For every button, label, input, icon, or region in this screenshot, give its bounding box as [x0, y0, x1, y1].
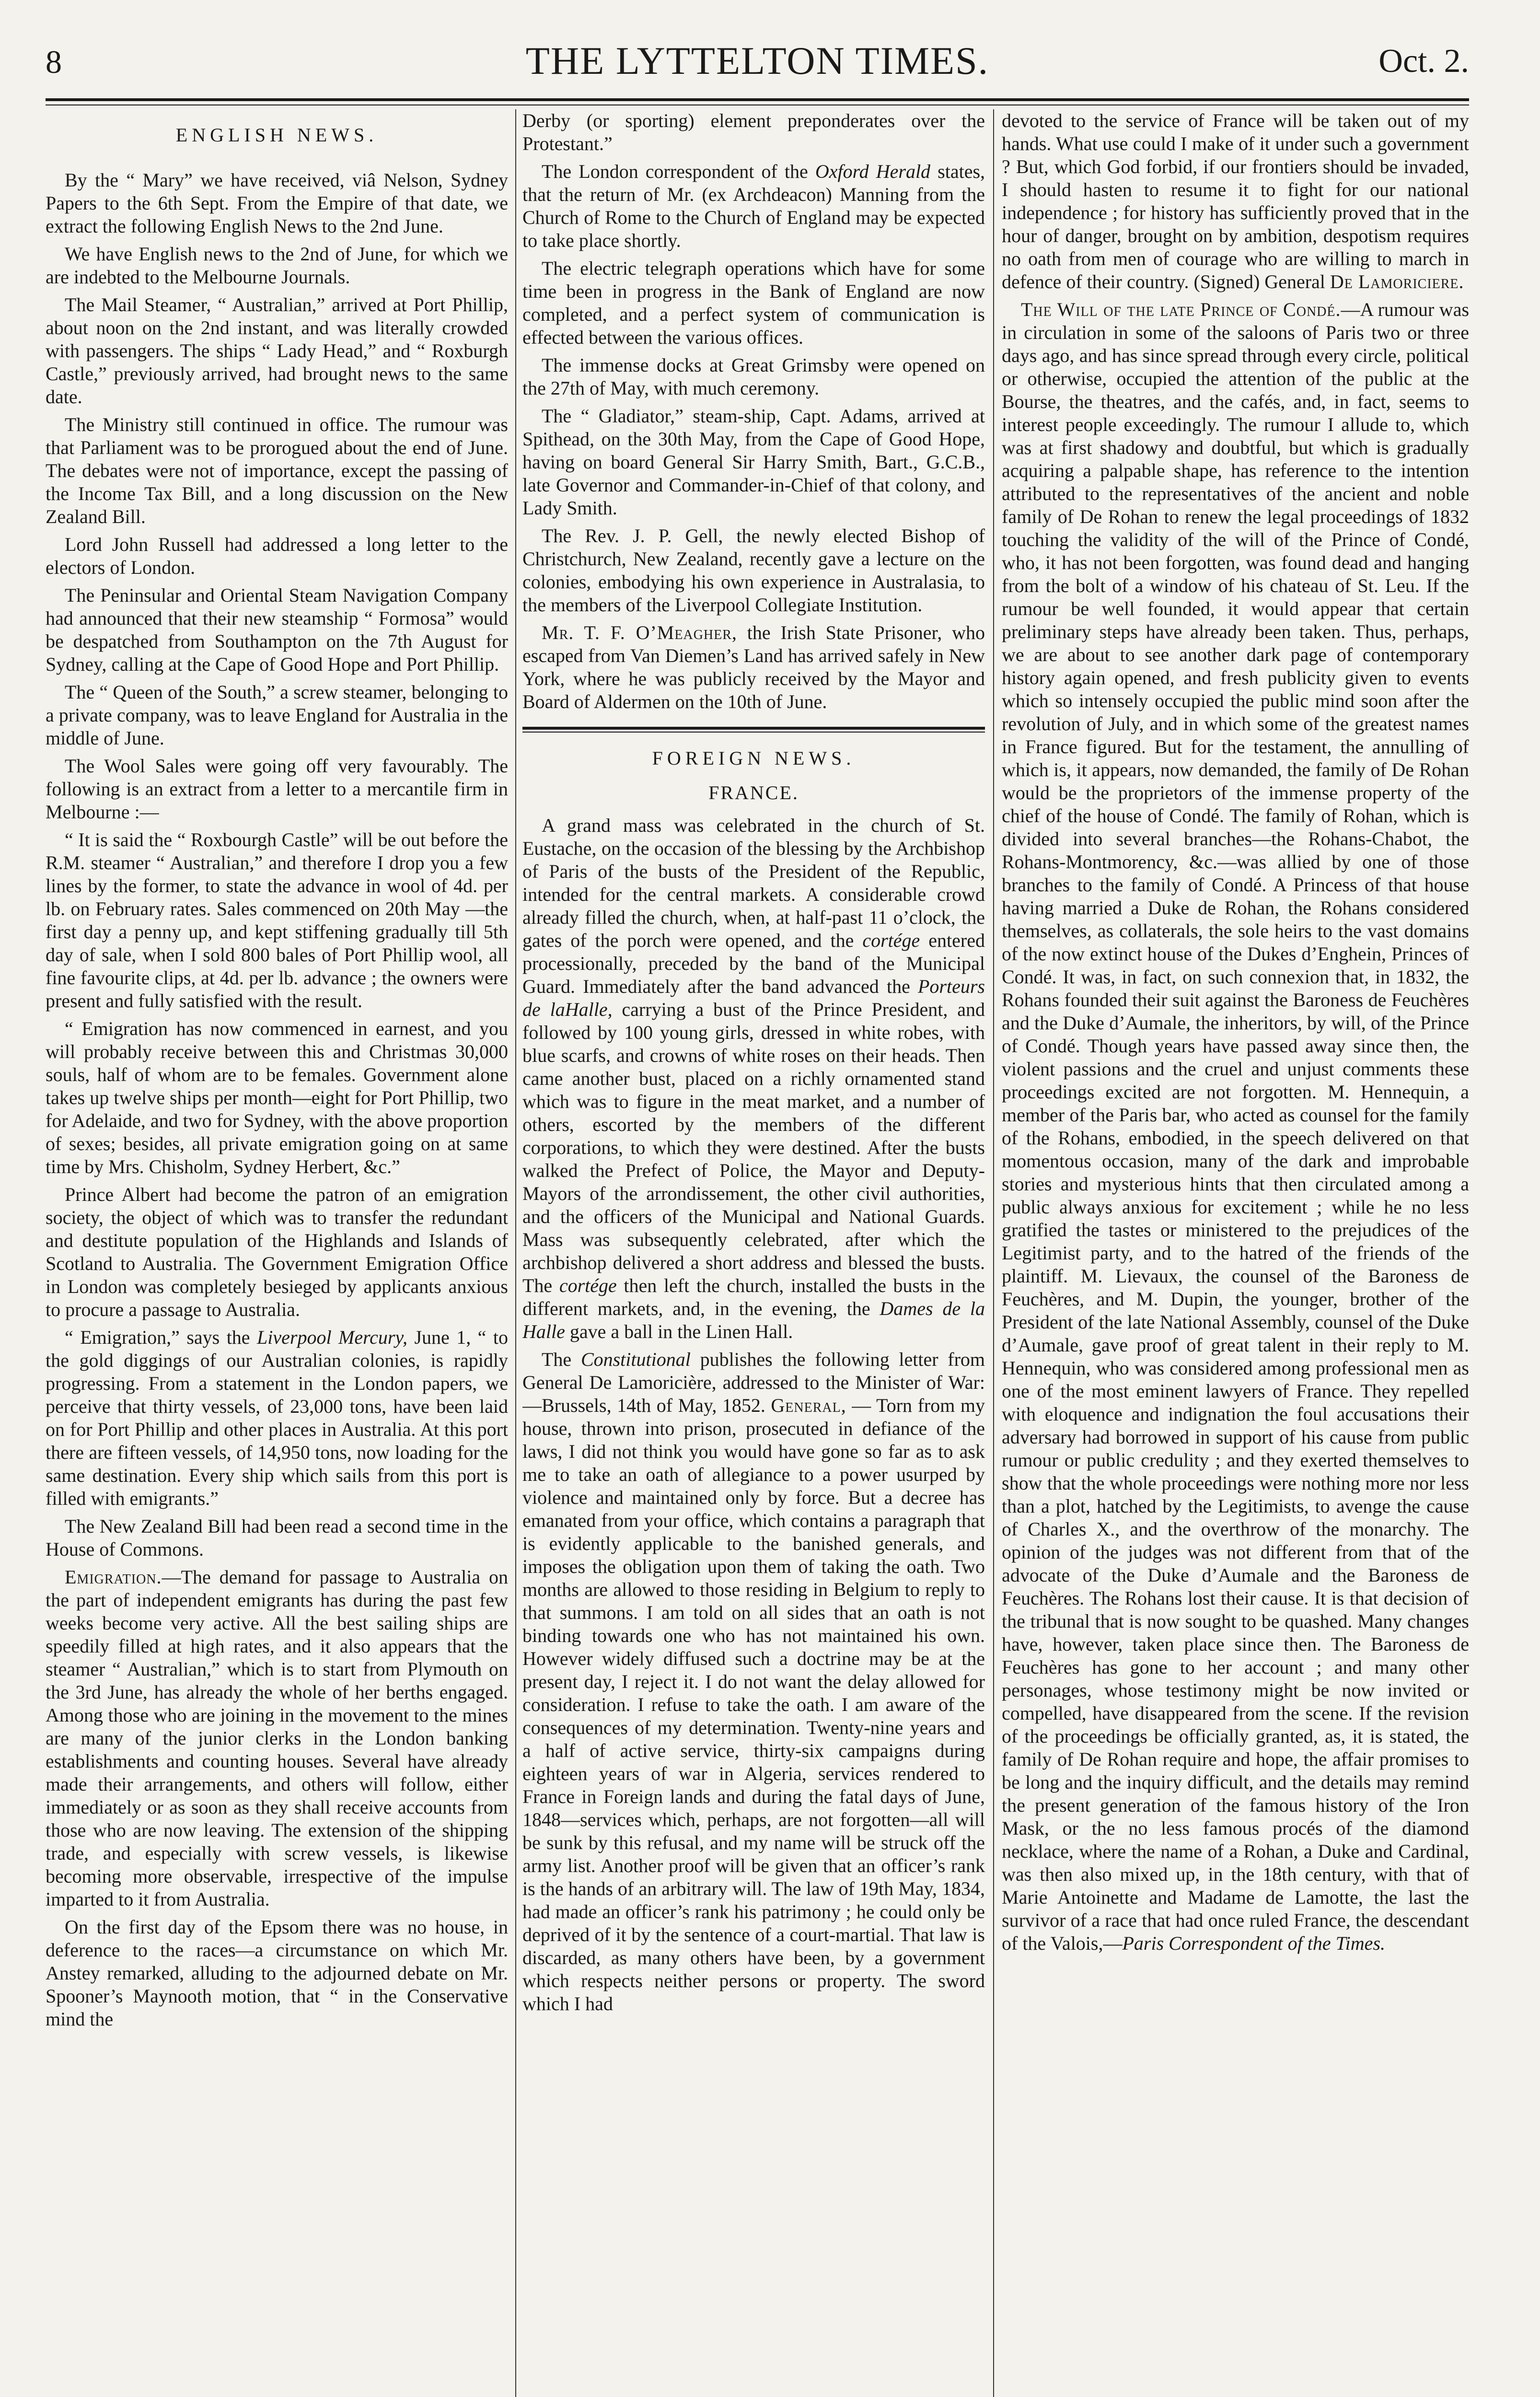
- article-paragraph: [1002, 298, 1469, 1955]
- section-rule-thick: [522, 727, 985, 730]
- article-paragraph: The “ Gladiator,” steam-ship, Capt. Adams, arrived at Spithead, on the 30th May, from the Cape of Good Hope, having on board General Sir Harry Smith, Bart., G.C.B., late Governor and Commander-in-Chief of that colony, and Lady Smith.: [522, 405, 985, 519]
- article-paragraph: By the “ Mary” we have received, viâ Nelson, Sydney Papers to the 6th Sept. From the Empire of that date, we extract the following English News to the 2nd June.: [46, 169, 508, 237]
- publication-name: Oxford Herald: [815, 161, 931, 182]
- text-run: devoted to the service of France will be taken out of my hands. What use could I make of it under such a government ? But, which God forbid, if our frontiers should be invaded, I should hasten to resume it to fight for our national independence ; for history has sufficiently proved that in the hour of danger, brought on by ambition, despotism requires no oath from men of courage who are willing to march in defence of their country. (Signed) General: [1002, 110, 1469, 292]
- text-run: The: [542, 1349, 581, 1370]
- article-paragraph: [522, 1348, 985, 2015]
- article-paragraph: [522, 814, 985, 1343]
- emphasis: Dames de la Halle: [522, 1298, 985, 1342]
- emphasis: Porteurs de laHalle,: [522, 976, 985, 1020]
- column-divider: [993, 109, 994, 2397]
- text-run: gave a ball in the Linen Hall.: [565, 1321, 793, 1342]
- article-paragraph: Lord John Russell had addressed a long letter to the electors of London.: [46, 534, 508, 578]
- article-paragraph: We have English news to the 2nd of June, for which we are indebted to the Melbourne Journals.: [46, 243, 508, 288]
- text-run: June 1, “ to the gold diggings of our Australian colonies, is rapidly progressing. From a statement in the London papers, we perceive that thirty vessels, of 23,000 tons, have been laid on for Port Phillip and other places in Australia. At this port there are fifteen vessels, of 14,950 tons, now loading for the same destination. Every ship which sails from this port is filled with emigrants.”: [46, 1326, 508, 1509]
- text-run: then left the church, installed the busts in the different markets, and, in the evening, the: [522, 1275, 985, 1319]
- paragraph-lead: General,: [771, 1395, 846, 1416]
- masthead: [46, 34, 1469, 91]
- article-paragraph: The electric telegraph operations which have for some time been in progress in the Bank of England are now completed, and a perfect system of communication is effected between the various offices.: [522, 257, 985, 348]
- section-rule-thin: [522, 732, 985, 733]
- text-run: publishes the following letter from General De Lamoricière, addressed to the Minister of War:—Brussels, 14th of May, 1852.: [522, 1349, 985, 1416]
- paragraph-lead: Mr. T. F. O’Meagher,: [542, 622, 737, 643]
- publication-name: Liverpool Mercury,: [257, 1326, 408, 1348]
- column-1: [46, 109, 508, 2397]
- page-number: 8: [46, 44, 62, 80]
- article-paragraph: “ Emigration has now commenced in earnest, and you will probably receive between this and Christmas 30,000 souls, half of whom are to be females. Government alone takes up twelve ships per month—eight for Port Phillip, two for Adelaide, and two for Sydney, with the above proportion of sexes; besides, all private emigration going on at same time by Mrs. Chisholm, Sydney Herbert, &c.”: [46, 1018, 508, 1177]
- article-paragraph: The Rev. J. P. Gell, the newly elected Bishop of Christchurch, New Zealand, recently gave a lecture on the colonies, embodying his own experience in Australasia, to the members of the Liverpool Collegiate Institution.: [522, 525, 985, 616]
- text-run: —A rumour was in circulation in some of the saloons of Paris two or three days ago, and has since spread through every circle, political or otherwise, occupied the attention of the public at the Bourse, the theatres, and the cafés, and, in fact, seems to interest people exceedingly. The rumour I allude to, which was at first shadowy and doubtful, but which is gradually acquiring a palpable shape, has reference to the intention attributed to the representatives of the ancient and noble family of De Rohan to renew the legal proceedings of 1832 touching the validity of the will of the Prince of Condé, who, it has not been forgotten, was found dead and hanging from the bolt of a window of his chateau of St. Leu. If the rumour be well founded, it would appear that certain preliminary steps have already been taken. Thus, perhaps, we are about to see another dark page of contemporary history again opened, and fresh publicity given to events which so intensely occupied the public mind soon after the revolution of July, and in which some of the greatest names in France figured. But for the testament, the annulling of which is, it appears, now demanded, the family of De Rohan would be the proprietors of the immense property of the chief of the house of Condé. The family of Rohan, which is divided into several branches—the Rohans-Chabot, the Rohans-Montmorency, &c.—was allied by one of those branches to the family of Condé. A Princess of that house having married a Duke de Rohan, the Rohans considered themselves, as collaterals, the sole heirs to the vast domains of the now extinct house of the Dukes d’Enghein, Princes of Condé. It was, in fact, on such connexion that, in 1832, the Rohans founded their suit against the Baroness de Feuchères and the Duke d’Aumale, the inheritors, by will, of the Prince of Condé. Though years have passed away since then, the violent passions and the cruel and unjust comments these proceedings excited are not forgotten. M. Hennequin, a member of the Paris bar, who acted as counsel for the family of the Rohans, embodied, in the speech delivered on that momentous occasion, many of the dark and improbable stories and mysterious hints that then circulated among a public always anxious for excitement ; while he no less gratified the tastes or ministered to the prejudices of the Legitimist party, and to the hatred of the friends of the plaintiff. M. Lievaux, the counsel of the Baroness de Feuchères, and M. Dupin, the younger, brother of the President of the late National Assembly, counsel of the Duke d’Aumale, gave proof of great talent in their reply to M. Hennequin, who was considered among professional men as one of the most eminent lawyers of France. They repelled with eloquence and indignation the foul accusations their adversary had borrowed in support of his cause from public rumour or public credulity ; and they exerted themselves to show that the whole proceedings were nothing more nor less than a plot, hatched by the Legitimists, to avenge the cause of Charles X., and the overthrow of the monarchy. The opinion of the judges was not different from that of the advocate of the Duke d’Aumale and the Baroness de Feuchères. The Rohans lost their cause. It is that decision of the tribunal that is now sought to be quashed. Many changes have, however, taken place since then. The Baroness de Feuchères has gone to her account ; and many other personages, whose testimony might be now invited or compelled, have disappeared from the scene. If the revision of the proceedings be officially granted, as, it is stated, the family of De Rohan require and hope, the affair promises to be long and the inquiry difficult, and the details may remind the present generation of the famous history of the Iron Mask, or the no less famous procés of the diamond necklace, where the name of a Rohan, a Duke and Cardinal, was then also mixed up, in the 18th century, with that of Marie Antoinette and Madame de Lamotte, the last the survivor of a race that had once ruled France, the descendant of the Valois,—: [1002, 299, 1469, 1954]
- article-paragraph: The Wool Sales were going off very favourably. The following is an extract from a letter to a mercantile firm in Melbourne :—: [46, 755, 508, 823]
- text-run: states, that the return of Mr. (ex Archdeacon) Manning from the Church of Rome to the Church of England may be expected to take place shortly.: [522, 161, 985, 251]
- article-paragraph: Prince Albert had become the patron of an emigration society, the object of which was to transfer the redundant and destitute population of the Highlands and Islands of Scotland to Australia. The Government Emigration Office in London was completely besieged by applicants anxious to procure a passage to Australia.: [46, 1184, 508, 1320]
- article-paragraph: The Ministry still continued in office. The rumour was that Parliament was to be prorogued about the end of June. The debates were not of importance, except the passing of the Income Tax Bill, and a long discussion on the New Zealand Bill.: [46, 414, 508, 527]
- section-heading-foreign-news: FOREIGN NEWS.: [652, 747, 856, 769]
- article-paragraph: The immense docks at Great Grimsby were opened on the 27th of May, with much ceremony.: [522, 354, 985, 399]
- text-run: The London correspondent of the: [542, 161, 815, 182]
- column-3: [1002, 109, 1469, 2397]
- article-paragraph: [1002, 109, 1469, 293]
- paragraph-lead: Emigration.: [65, 1566, 162, 1588]
- subheading-france: FRANCE.: [708, 782, 799, 803]
- section-heading-english-news: ENGLISH NEWS.: [175, 124, 378, 146]
- issue-date: Oct. 2.: [1378, 43, 1469, 80]
- source-credit: Paris Correspondent of the Times.: [1122, 1932, 1386, 1954]
- emphasis: cortége: [862, 930, 920, 951]
- text-run: carrying a bust of the Prince President, and followed by 100 young girls, dressed in white robes, with blue scarfs, and crowns of white roses on their heads. Then came another bust, placed on a richly ornamented stand which was to figure in the meat market, and a number of others, escorted by the members of the different corporations, to which they were destined. After the busts walked the Prefect of Police, the Mayor and Deputy-Mayors of the arrondissement, the other civil authorities, and the officers of the Municipal and National Guards. Mass was subsequently celebrated, after which the archbishop delivered a short address and blessed the busts. The: [522, 999, 985, 1296]
- article-paragraph: On the first day of the Epsom there was no house, in deference to the races—a circumstance on which Mr. Anstey remarked, alluding to the adjourned debate on Mr. Spooner’s Maynooth motion, that “ in the Conservative mind the: [46, 1916, 508, 2030]
- article-paragraph: [522, 621, 985, 713]
- text-run: the Irish State Prisoner, who escaped from Van Diemen’s Land has arrived safely in New York, where he was publicly received by the Mayor and Board of Aldermen on the 10th of June.: [522, 622, 985, 712]
- article-paragraph: [522, 160, 985, 252]
- article-paragraph: The Mail Steamer, “ Australian,” arrived at Port Phillip, about noon on the 2nd instant, and was literally crowded with passengers. The ships “ Lady Head,” and “ Roxburgh Castle,” previously arrived, had brought news to the same date.: [46, 294, 508, 407]
- article-paragraph: The “ Queen of the South,” a screw steamer, belonging to a private company, was to leave England for Australia in the middle of June.: [46, 681, 508, 749]
- publication-name: Constitutional: [580, 1349, 691, 1370]
- article-paragraph: Derby (or sporting) element preponderates over the Protestant.”: [522, 110, 985, 154]
- emphasis: cortége: [559, 1275, 617, 1296]
- newspaper-title: THE LYTTELTON TIMES.: [525, 39, 989, 82]
- text-run: entered processionally, preceded by the band of the Municipal Guard. Immediately after the band advanced the: [522, 930, 985, 997]
- text-run: — Torn from my house, thrown into prison, prosecuted in defiance of the laws, I did not think you would have gone so far as to ask me to take an oath of allegiance to a power usurped by violence and maintained only by force. But a decree has emanated from your office, which contains a paragraph that is evidently applicable to the banished generals, and imposes the obligation upon them of taking the oath. Two months are allowed to those residing in Belgium to reply to that summons. I am told on all sides that an oath is not binding towards one who has not maintained his own. However widely diffused such a doctrine may be at the present day, I reject it. I do not want the delay allowed for consideration. I refuse to take the oath. I am aware of the consequences of my determination. Twenty-nine years and a half of active service, thirty-six campaigns during eighteen years of war in Algeria, services rendered to France in Foreign lands and during the fatal days of June, 1848—services which, perhaps, are not forgotten—all will be sunk by this refusal, and my name will be struck off the army list. Another proof will be given that an officer’s rank is the hands of an arbitrary will. The law of 19th May, 1834, had made an officer’s rank his patrimony ; he could only be deprived of it by the sentence of a court-martial. That law is discarded, as many others have been, by a government which respects neither persons or property. The sword which I had: [522, 1395, 985, 2014]
- article-paragraph: The New Zealand Bill had been read a second time in the House of Commons.: [46, 1515, 508, 1560]
- article-paragraph: “ It is said the “ Roxbourgh Castle” will be out before the R.M. steamer “ Australian,” and therefore I drop you a few lines by the former, to state the advance in wool of 4d. per lb. on February rates. Sales commenced on 20th May —the first day a penny up, and kept stiffening gradually till 5th day of sale, when I sold 800 bales of Port Phillip wool, all fine favourite clips, at 4d. per lb. advance ; the owners were present and fully satisfied with the result.: [46, 829, 508, 1012]
- column-2: [522, 109, 985, 2397]
- paragraph-lead: The Will of the late Prince of Condé.: [1021, 299, 1341, 320]
- article-paragraph: [46, 1326, 508, 1510]
- article-paragraph: [46, 1566, 508, 1911]
- column-divider: [515, 109, 516, 2397]
- text-run: “ Emigration,” says the: [65, 1326, 257, 1348]
- text-run: —The demand for passage to Australia on the part of independent emigrants has during the past few weeks become very active. All the best sailing ships are speedily filled at high rates, and it also appears that the steamer “ Australian,” which is to start from Plymouth on the 3rd June, has already the whole of her berths engaged. Among those who are joining in the movement to the mines are many of the junior clerks in the London banking establishments and counting houses. Several have already made their arrangements, and others will follow, either immediately or as soon as they shall receive accounts from those who are now leaving. The extension of the shipping trade, and especially with screw vessels, is likewise becoming more observable, irrespective of the impulse imparted to it from Australia.: [46, 1566, 508, 1910]
- signature: De Lamoriciere.: [1330, 271, 1464, 292]
- text-run: A grand mass was celebrated in the church of St. Eustache, on the occasion of the blessing by the Archbishop of Paris of the busts of the President of the Republic, intended for the central markets. A considerable crowd already filled the church, when, at half-past 11 o’clock, the gates of the porch were opened, and the: [522, 815, 985, 951]
- article-paragraph: The Peninsular and Oriental Steam Navigation Company had announced that their new steamship “ Formosa” would be despatched from Southampton on the 7th August for Sydney, calling at the Cape of Good Hope and Port Phillip.: [46, 584, 508, 675]
- header-rule-thick: [46, 98, 1469, 101]
